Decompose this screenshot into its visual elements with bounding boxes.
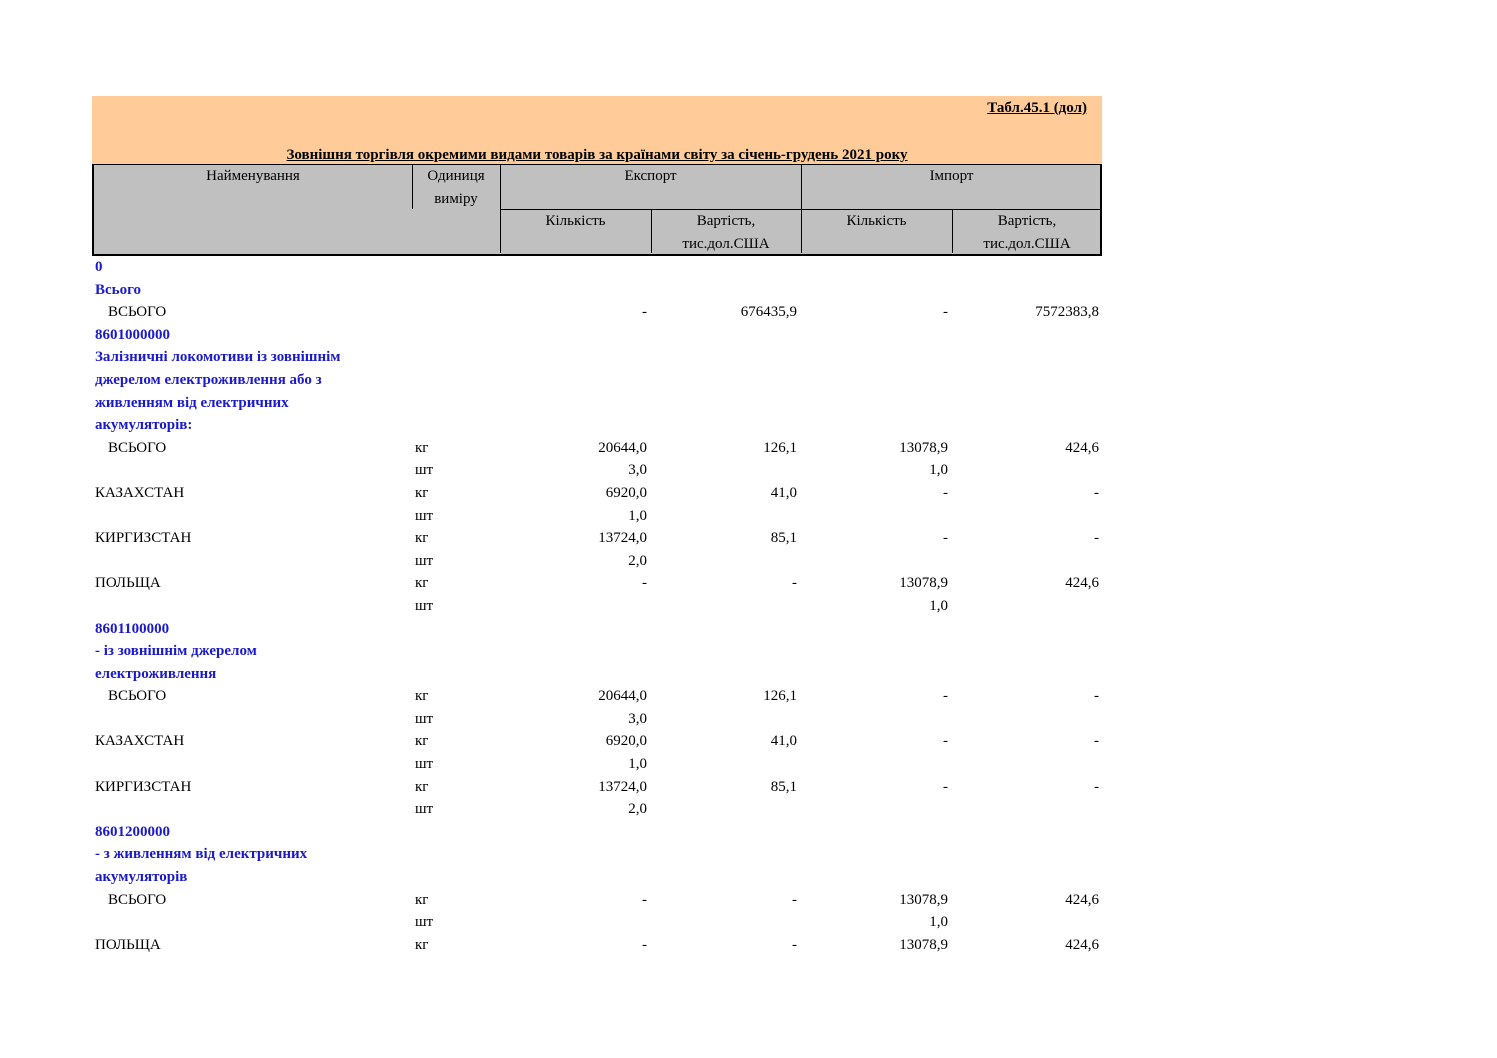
row-name: ПОЛЬЩА — [95, 575, 161, 592]
group-heading: джерелом електроживлення або з — [95, 371, 322, 388]
export-quantity: 13724,0 — [598, 778, 647, 795]
title-banner — [92, 96, 1102, 164]
row-unit: кг — [415, 530, 429, 547]
import-value: 424,6 — [1065, 439, 1099, 456]
row-unit: шт — [415, 462, 434, 479]
export-value: 41,0 — [770, 733, 797, 750]
table-row — [92, 505, 1102, 528]
import-quantity: 13078,9 — [899, 575, 948, 592]
export-quantity: 20644,0 — [598, 688, 647, 705]
import-quantity: 13078,9 — [899, 891, 948, 908]
table-row — [92, 776, 1102, 799]
group-heading: - з живленням від електричних — [95, 846, 308, 863]
header-value-line2: тис.дол.США — [682, 236, 770, 252]
row-name: ВСЬОГО — [108, 439, 167, 456]
table-body — [92, 256, 1102, 956]
table-row — [92, 889, 1102, 912]
row-unit: кг — [415, 688, 429, 705]
export-quantity: 2,0 — [628, 801, 647, 818]
group-heading: 8601100000 — [95, 620, 170, 637]
row-unit: шт — [415, 597, 434, 614]
group-heading: Залізничні локомотиви із зовнішнім — [95, 349, 341, 366]
group-heading-row — [92, 324, 1102, 347]
import-quantity: - — [943, 484, 948, 501]
export-quantity: - — [642, 304, 647, 321]
table-row — [92, 685, 1102, 708]
export-quantity: - — [642, 891, 647, 908]
row-unit: кг — [415, 439, 429, 456]
row-unit: кг — [415, 778, 429, 795]
header-import: Імпорт — [929, 168, 974, 184]
import-value: 424,6 — [1065, 575, 1099, 592]
table-row — [92, 753, 1102, 776]
import-value: - — [1094, 733, 1099, 750]
import-value: 7572383,8 — [1035, 304, 1099, 321]
table-row — [92, 482, 1102, 505]
header-value-line2: тис.дол.США — [983, 236, 1071, 252]
export-quantity: 6920,0 — [605, 484, 647, 501]
import-quantity: - — [943, 733, 948, 750]
group-heading: 8601200000 — [95, 823, 170, 840]
group-heading: Всього — [95, 281, 142, 298]
import-value: - — [1094, 688, 1099, 705]
group-heading-row — [92, 663, 1102, 686]
import-quantity: 1,0 — [929, 597, 948, 614]
group-heading-row — [92, 866, 1102, 889]
row-name: ВСЬОГО — [108, 891, 167, 908]
row-unit: кг — [415, 484, 429, 501]
table-row — [92, 527, 1102, 550]
export-quantity: 1,0 — [628, 507, 647, 524]
table-title: Зовнішня торгівля окремими видами товарів за країнами світу за січень-грудень 2021 року — [286, 147, 908, 163]
table-row — [92, 911, 1102, 934]
row-unit: шт — [415, 552, 434, 569]
export-value: - — [792, 936, 797, 953]
header-export: Експорт — [624, 168, 677, 184]
table-row — [92, 301, 1102, 324]
row-name: ПОЛЬЩА — [95, 936, 161, 953]
trade-table-sheet — [92, 96, 1102, 956]
export-quantity: 3,0 — [628, 710, 647, 727]
group-heading: акумуляторів: — [95, 417, 193, 434]
header-export-value — [651, 210, 801, 256]
export-value: - — [792, 575, 797, 592]
export-value: 85,1 — [770, 778, 797, 795]
table-row — [92, 798, 1102, 821]
row-name: КИРГИЗСТАН — [95, 778, 192, 795]
row-unit: шт — [415, 710, 434, 727]
import-value: 424,6 — [1065, 891, 1099, 908]
export-value: 41,0 — [770, 484, 797, 501]
header-unit-line1: Одиниця — [427, 168, 485, 184]
import-value: - — [1094, 778, 1099, 795]
import-quantity: 1,0 — [929, 914, 948, 931]
header-value-line1: Вартість, — [696, 213, 756, 229]
import-quantity: - — [943, 688, 948, 705]
group-heading: акумуляторів — [95, 869, 188, 886]
group-heading: живленням від електричних — [95, 394, 289, 411]
group-heading: 8601000000 — [95, 326, 170, 343]
export-quantity: 1,0 — [628, 756, 647, 773]
table-row — [92, 730, 1102, 753]
header-import-value — [952, 210, 1102, 256]
row-unit: кг — [415, 936, 429, 953]
import-quantity: - — [943, 530, 948, 547]
header-import-qty: Кількість — [846, 213, 907, 229]
group-heading-row — [92, 279, 1102, 302]
import-quantity: 13078,9 — [899, 936, 948, 953]
table-reference: Табл.45.1 (дол) — [987, 100, 1087, 116]
export-value: 676435,9 — [740, 304, 797, 321]
row-name: ВСЬОГО — [108, 304, 167, 321]
row-name: КАЗАХСТАН — [95, 733, 185, 750]
group-heading-row — [92, 256, 1102, 279]
export-value: - — [792, 891, 797, 908]
export-quantity: - — [642, 575, 647, 592]
export-value: 85,1 — [770, 530, 797, 547]
table-row — [92, 708, 1102, 731]
table-row — [92, 934, 1102, 957]
row-unit: шт — [415, 914, 434, 931]
table-row — [92, 437, 1102, 460]
row-unit: шт — [415, 801, 434, 818]
row-name: КАЗАХСТАН — [95, 484, 185, 501]
group-heading-row — [92, 843, 1102, 866]
row-unit: шт — [415, 507, 434, 524]
import-value: - — [1094, 484, 1099, 501]
table-row — [92, 459, 1102, 482]
row-name: КИРГИЗСТАН — [95, 530, 192, 547]
import-value: 424,6 — [1065, 936, 1099, 953]
group-heading: - із зовнішнім джерелом — [95, 643, 257, 660]
export-quantity: 13724,0 — [598, 530, 647, 547]
header-unit-line2: виміру — [434, 191, 478, 207]
import-value: - — [1094, 530, 1099, 547]
header-export-qty: Кількість — [545, 213, 606, 229]
group-heading-row — [92, 618, 1102, 641]
group-heading-row — [92, 369, 1102, 392]
row-unit: шт — [415, 756, 434, 773]
table-header — [92, 164, 1102, 256]
row-name: ВСЬОГО — [108, 688, 167, 705]
header-value-line1: Вартість, — [997, 213, 1057, 229]
import-quantity: 13078,9 — [899, 439, 948, 456]
export-quantity: 6920,0 — [605, 733, 647, 750]
header-unit — [412, 165, 500, 211]
group-heading-row — [92, 414, 1102, 437]
group-heading-row — [92, 821, 1102, 844]
group-heading-row — [92, 346, 1102, 369]
group-heading-row — [92, 640, 1102, 663]
export-quantity: 3,0 — [628, 462, 647, 479]
group-heading: електроживлення — [95, 665, 217, 682]
group-heading-row — [92, 392, 1102, 415]
export-quantity: - — [642, 936, 647, 953]
import-quantity: 1,0 — [929, 462, 948, 479]
group-heading: 0 — [95, 259, 103, 275]
import-quantity: - — [943, 304, 948, 321]
export-value: 126,1 — [763, 688, 797, 705]
header-name: Найменування — [206, 168, 300, 184]
table-row — [92, 550, 1102, 573]
row-unit: кг — [415, 733, 429, 750]
row-unit: кг — [415, 575, 429, 592]
table-row — [92, 595, 1102, 618]
import-quantity: - — [943, 778, 948, 795]
row-unit: кг — [415, 891, 429, 908]
export-value: 126,1 — [763, 439, 797, 456]
export-quantity: 20644,0 — [598, 439, 647, 456]
table-row — [92, 572, 1102, 595]
export-quantity: 2,0 — [628, 552, 647, 569]
